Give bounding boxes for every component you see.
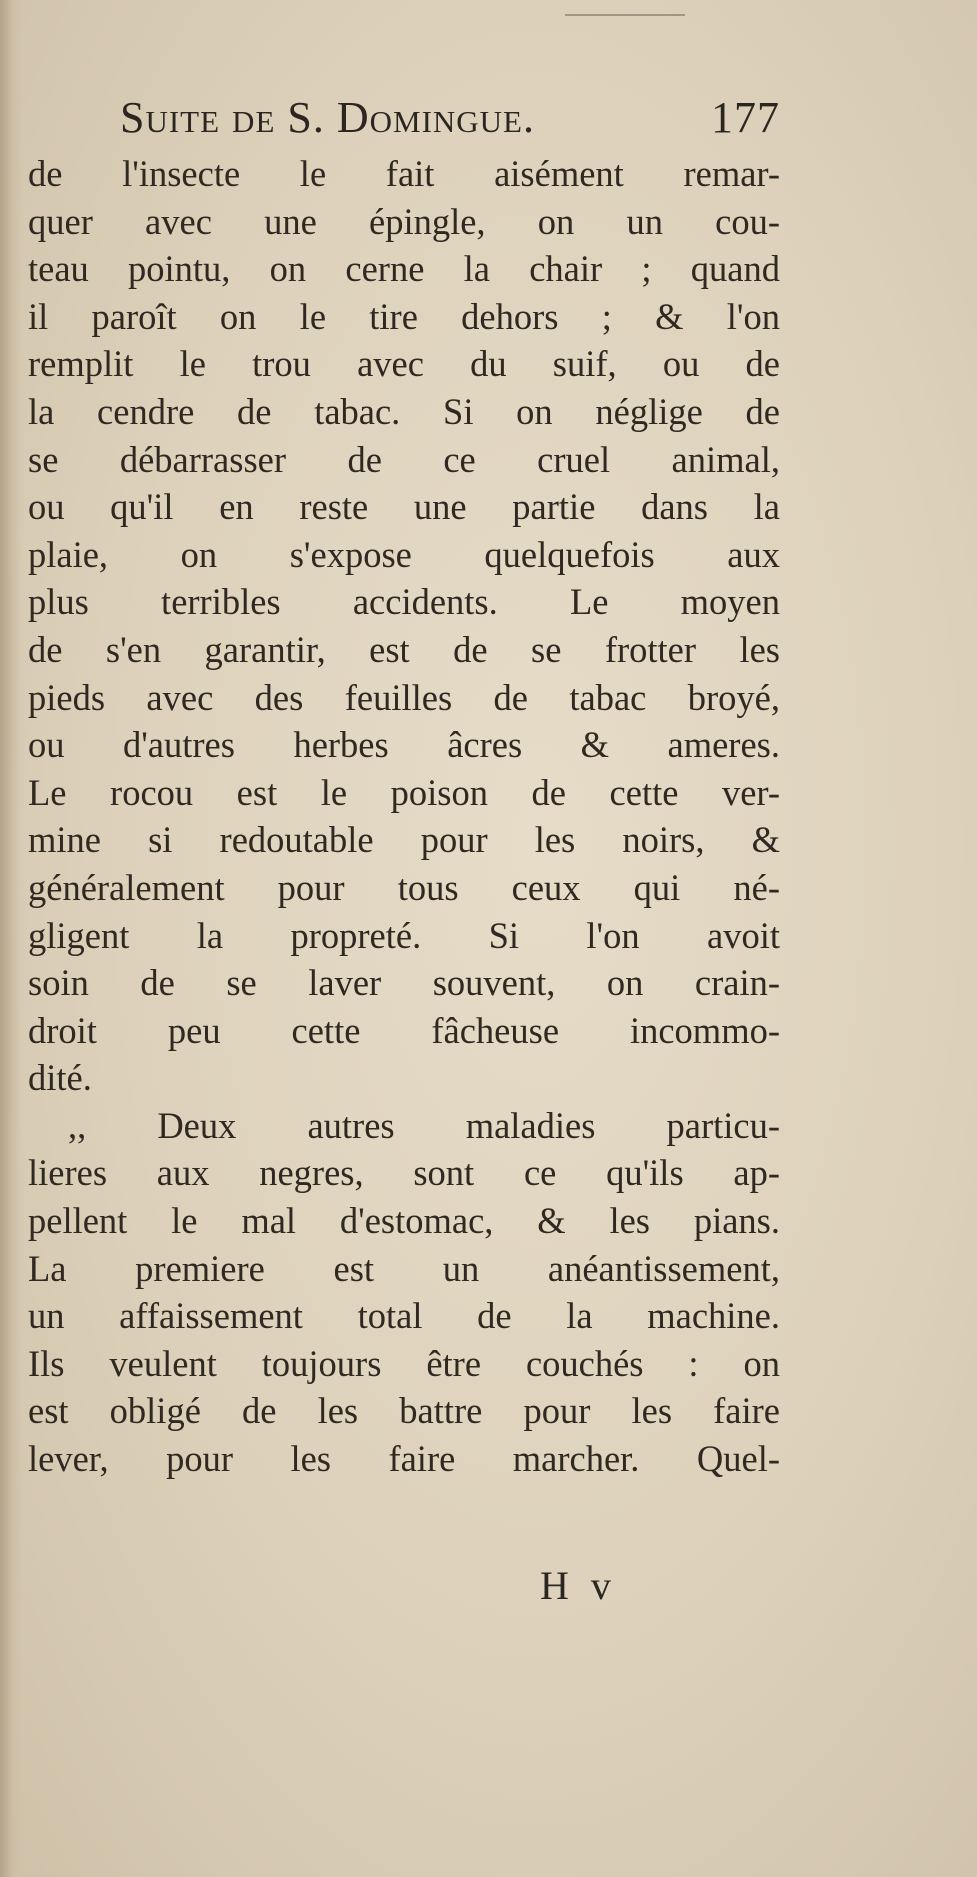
text-line: ou d'autres herbes âcres & ameres. [28,724,780,766]
text-line: remplit le trou avec du suif, ou de [28,343,780,385]
text-line: mine si redoutable pour les noirs, & [28,819,780,861]
text-line: quer avec une épingle, on un cou- [28,200,780,242]
paragraph-2 [28,1102,780,1483]
text-line: soin de se laver souvent, on crain- [28,962,780,1004]
top-edge-mark [565,14,685,20]
text-line: plaie, on s'expose quelquefois aux [28,533,780,575]
text-line: pieds avec des feuilles de tabac broyé, [28,676,780,718]
text-line: lieres aux negres, sont ce qu'ils ap- [28,1152,780,1194]
text-line: ,, Deux autres maladies particu- [68,1104,780,1146]
text-line: Le rocou est le poison de cette ver- [28,771,780,813]
paragraph-1 [28,150,780,1102]
text-line: pellent le mal d'estomac, & les pians. [28,1200,780,1242]
text-line: de s'en garantir, est de se frotter les [28,628,780,670]
text-line: lever, pour les faire marcher. Quel- [28,1438,780,1480]
signature-mark: H v [540,1563,617,1608]
text-line: il paroît on le tire dehors ; & l'on [28,295,780,337]
text-line: droit peu cette fâcheuse incommo- [28,1009,780,1051]
page-number: 177 [711,93,780,142]
running-title: Suite de S. Domingue. [120,93,535,142]
text-line: gligent la propreté. Si l'on avoit [28,914,780,956]
text-line: plus terribles accidents. Le moyen [28,581,780,623]
page-gutter-shadow [0,0,22,1877]
text-line: se débarrasser de ce cruel animal, [28,438,780,480]
text-line: un affaissement total de la machine. [28,1295,780,1337]
text-line: teau pointu, on cerne la chair ; quand [28,248,780,290]
running-header [120,92,780,144]
text-line: Ils veulent toujours être couchés : on [28,1342,780,1384]
text-line: de l'insecte le fait aisément remar- [28,153,780,194]
text-line: La premiere est un anéantissement, [28,1247,780,1289]
text-line: est obligé de les battre pour les faire [28,1390,780,1432]
text-line: généralement pour tous ceux qui né- [28,866,780,908]
text-line: ou qu'il en reste une partie dans la [28,486,780,528]
text-line: dité. [28,1057,92,1099]
body-text [28,150,780,1483]
text-line: la cendre de tabac. Si on néglige de [28,390,780,432]
